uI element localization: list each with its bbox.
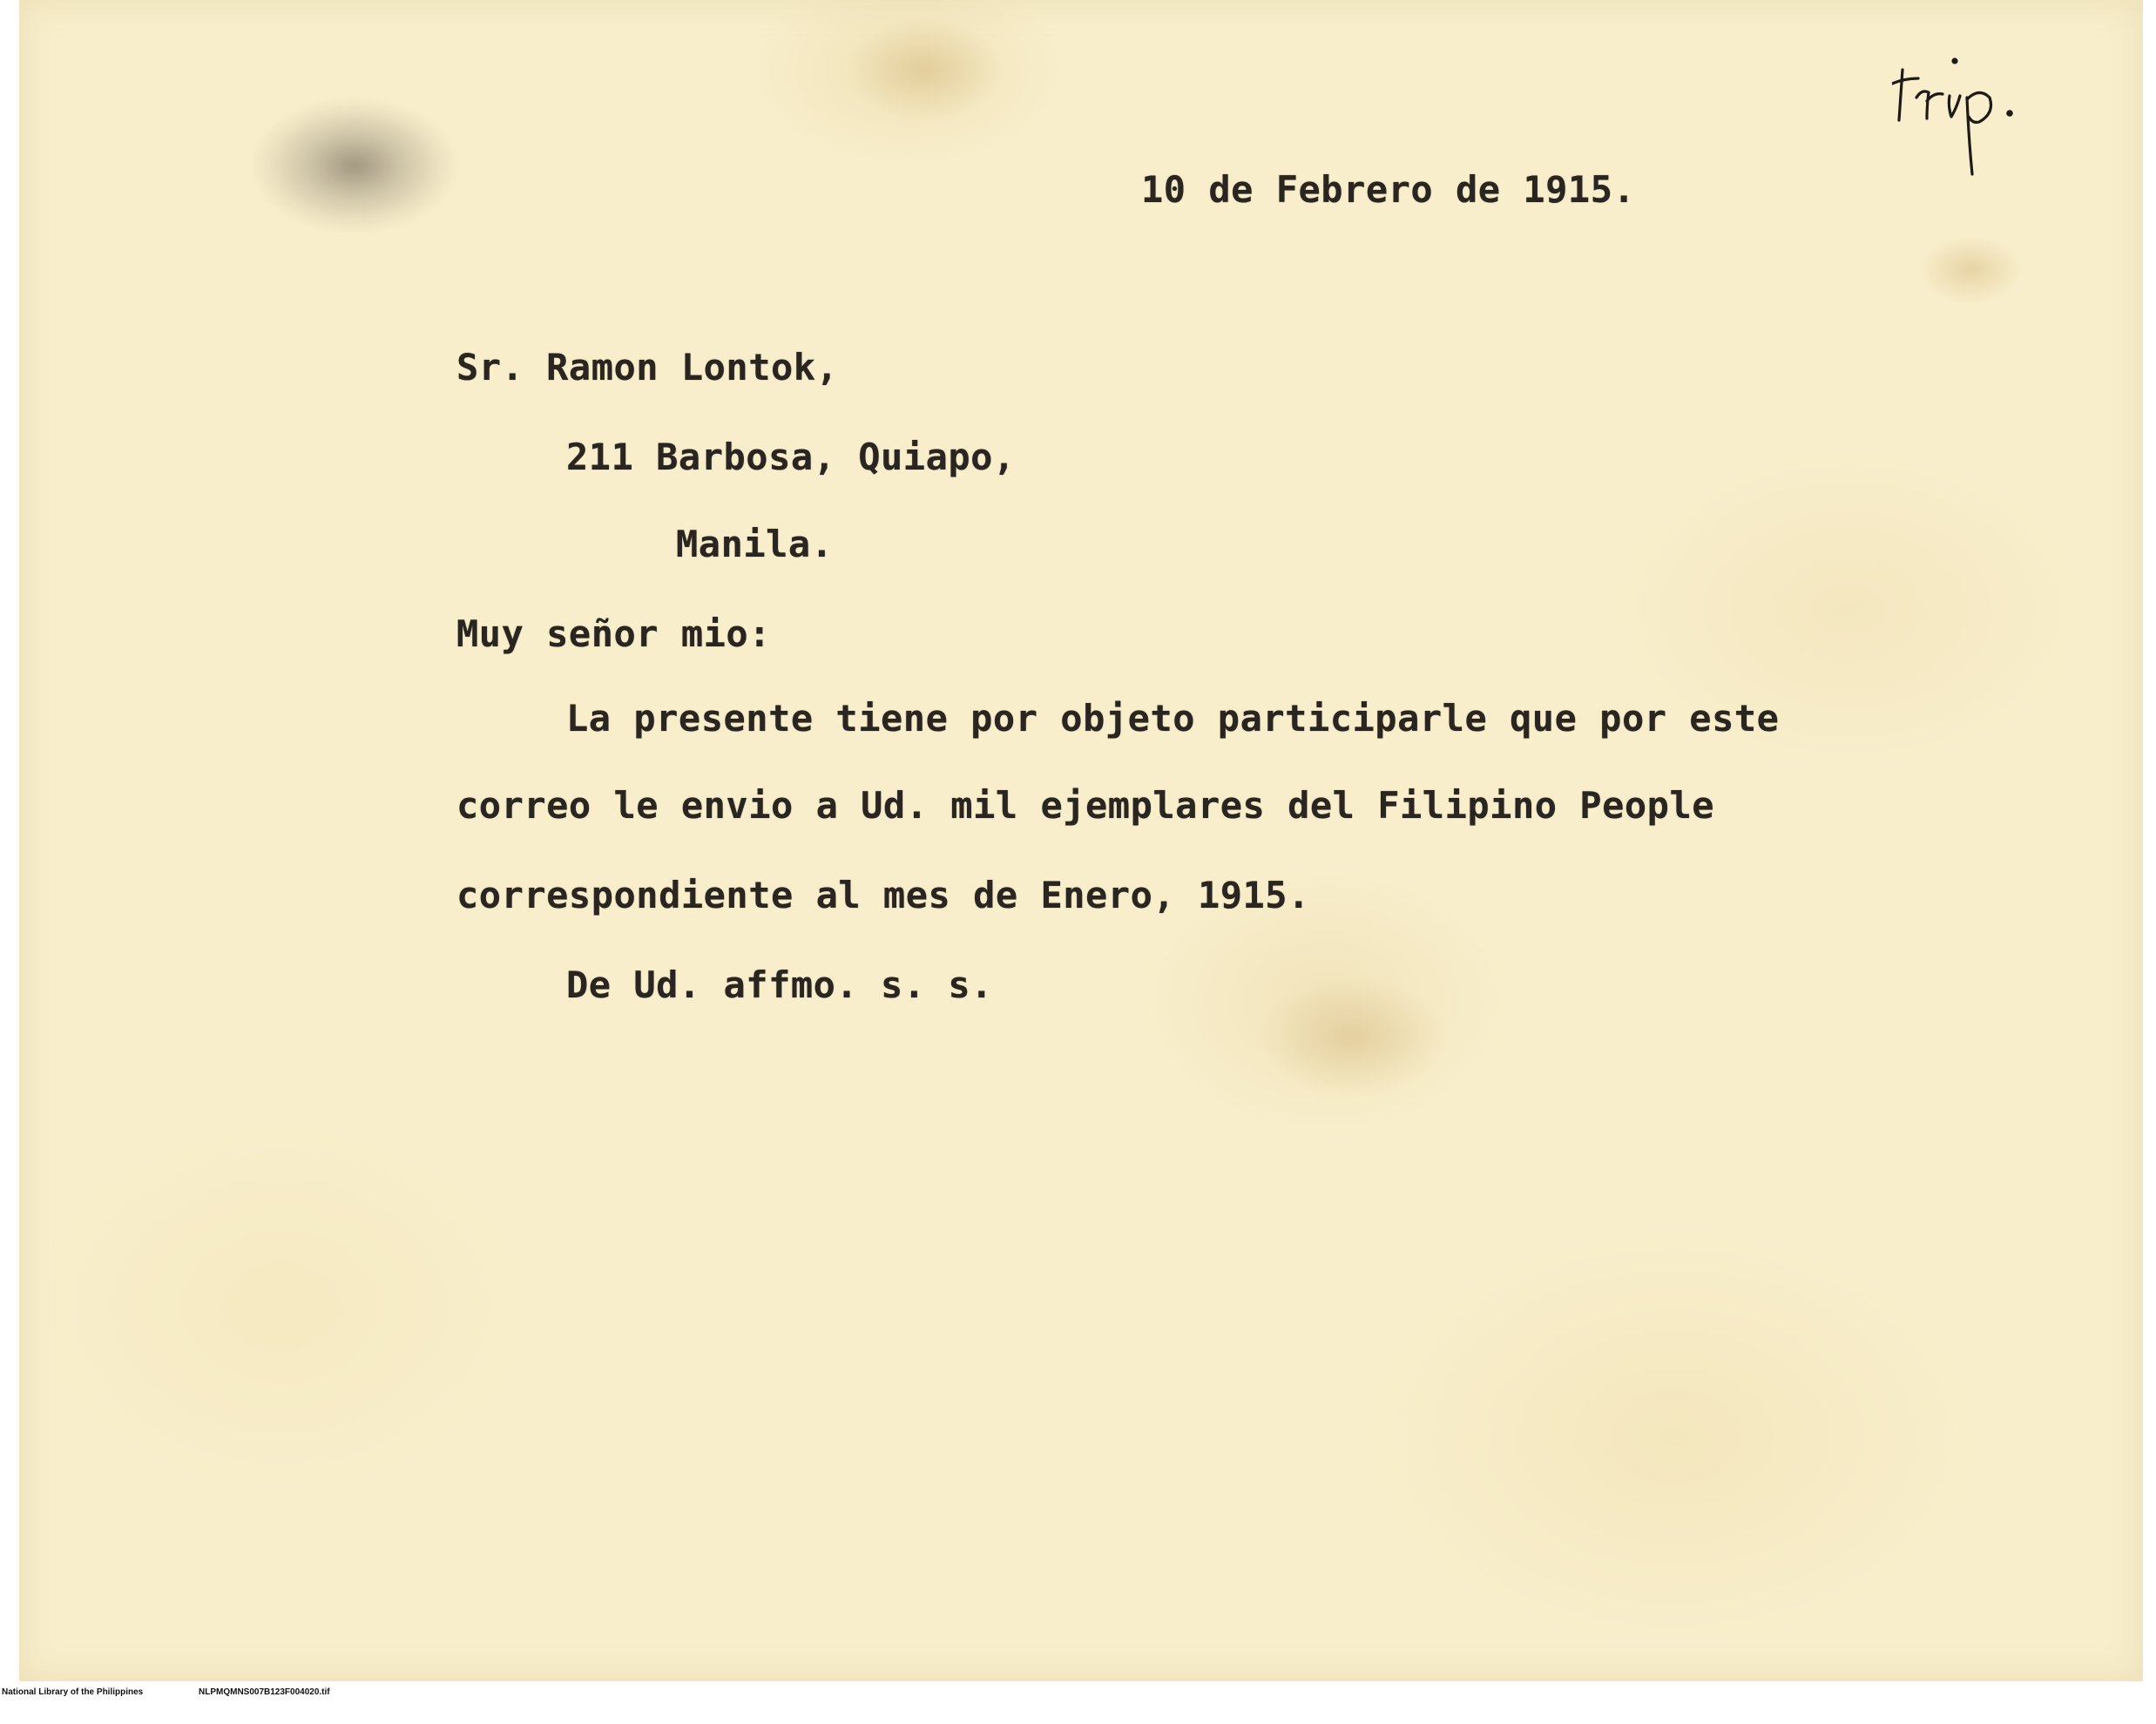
body-line: La presente tiene por objeto participarle que por este	[566, 697, 1780, 740]
ink-smudge	[254, 100, 455, 231]
letter-paper	[19, 0, 2143, 1681]
paper-stain	[1256, 976, 1448, 1098]
closing: De Ud. affmo. s. s.	[566, 963, 993, 1006]
body-line: correspondiente al mes de Enero, 1915.	[456, 874, 1310, 916]
handwritten-note	[1892, 44, 2031, 192]
salutation: Muy señor mio:	[456, 612, 772, 655]
library-credit: National Library of the Philippines	[2, 1687, 144, 1697]
recipient-name: Sr. Ramon Lontok,	[456, 346, 839, 389]
recipient-street: 211 Barbosa, Quiapo,	[566, 436, 1016, 478]
paper-stain	[847, 17, 1004, 122]
paper-stain	[1918, 235, 2023, 305]
scan-filename: NLPMQMNS007B123F004020.tif	[199, 1687, 330, 1697]
scan-footer	[0, 1686, 330, 1701]
letter-date: 10 de Febrero de 1915.	[1141, 168, 1636, 211]
body-line: correo le envio a Ud. mil ejemplares del Filipino People	[456, 784, 1715, 827]
recipient-city: Manila.	[676, 523, 834, 565]
